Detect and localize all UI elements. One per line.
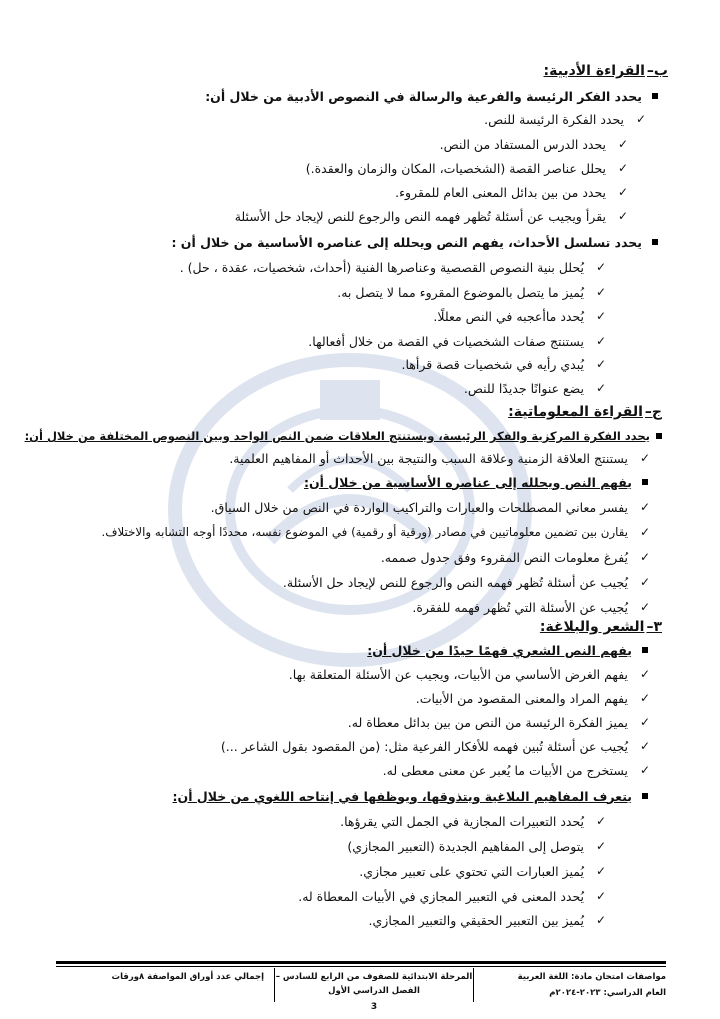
check-icon: ✓ — [595, 260, 607, 274]
check-icon: ✓ — [595, 381, 607, 395]
list-item — [40, 206, 630, 226]
check-icon: ✓ — [595, 334, 607, 348]
check-icon: ✓ — [617, 137, 629, 151]
list-item — [40, 134, 630, 154]
list-item-text: يضع عنوانًا جديدًا للنص. — [463, 380, 584, 396]
check-icon: ✓ — [617, 161, 629, 175]
list-item — [40, 378, 608, 398]
list-item — [40, 712, 652, 732]
list-item-text: يحدد الفكرة الرئيسة للنص. — [484, 111, 624, 127]
check-icon: ✓ — [639, 600, 651, 614]
list-item — [40, 547, 652, 567]
check-icon: ✓ — [595, 839, 607, 853]
check-icon: ✓ — [639, 691, 651, 705]
check-icon: ✓ — [639, 763, 651, 777]
list-item-text: يستخرج من الأبيات ما يُعبر عن معنى معطى له. — [382, 762, 628, 778]
page-number: 3 — [370, 1002, 378, 1012]
list-item — [40, 306, 608, 326]
objective-row — [40, 232, 658, 252]
list-item — [40, 861, 608, 881]
check-icon: ✓ — [639, 739, 651, 753]
objective-text: يحدد تسلسل الأحداث، يفهم النص ويحلله إلى عناصره الأساسية من خلال أن : — [171, 234, 642, 250]
square-bullet-icon — [642, 479, 648, 485]
footer-divider-thin — [56, 966, 666, 967]
list-item-text: يحدد من بين بدائل المعنى العام للمقروء. — [395, 184, 606, 200]
list-item-text: يميز الفكرة الرئيسة من النص من بين بدائل معطاة له. — [347, 714, 628, 730]
section-heading-literary — [544, 60, 668, 82]
check-icon: ✓ — [595, 309, 607, 323]
objective-row — [24, 426, 662, 446]
list-item-text: يُحدد ماأعجبه في النص معللًا. — [433, 308, 584, 324]
list-item — [40, 811, 608, 831]
list-item-text: يُبدي رأيه في شخصيات قصة قرأها. — [401, 356, 584, 372]
check-icon: ✓ — [639, 667, 651, 681]
check-icon: ✓ — [639, 715, 651, 729]
list-item — [40, 910, 608, 930]
list-item-text: يفهم الغرض الأساسي من الأبيات، ويجيب عن الأسئلة المتعلقة بها. — [288, 666, 628, 682]
section-prefix: ب– — [646, 63, 668, 79]
list-item-text: يُفرغ معلومات النص المقروء وفق جدول صممه. — [380, 549, 628, 565]
square-bullet-icon — [652, 93, 658, 99]
list-item — [40, 282, 608, 302]
list-item-text: يقارن بين تضمين معلوماتيين في مصادر (ورقية أو رقمية) في الموضوع نفسه، محددًا أوجه التشابه والاختلاف. — [101, 525, 628, 539]
list-item — [40, 354, 608, 374]
list-item-text: يُميز بين التعبير الحقيقي والتعبير المجازي. — [368, 912, 584, 928]
list-item-text: يُميز العبارات التي تحتوي على تعبير مجازي. — [359, 863, 584, 879]
objective-text: يحدد الفكرة المركزية والفكر الرئيسة، ويستنتج العلاقات ضمن النص الواحد وبين النصوص المختلفة من خلال أن: — [24, 429, 650, 443]
square-bullet-icon — [642, 793, 648, 799]
list-item-text: يفسر معاني المصطلحات والعبارات والتراكيب الواردة في النص من خلال السياق. — [210, 499, 628, 515]
footer-stage-info — [274, 968, 474, 1012]
check-icon: ✓ — [639, 550, 651, 564]
list-item — [40, 886, 608, 906]
list-item — [40, 257, 608, 277]
check-icon: ✓ — [595, 913, 607, 927]
objective-row — [40, 86, 658, 106]
list-item — [40, 572, 652, 592]
list-item-text: يحلل عناصر القصة (الشخصيات، المكان والزمان والعقدة.) — [305, 160, 606, 176]
list-item — [40, 688, 652, 708]
objective-row — [40, 640, 648, 660]
footer-stage: المرحلة الابتدائية للصفوف من الرابع للسادس – الفصل الدراسي الأول — [275, 972, 473, 996]
footer-pages-count: إجمالي عدد أوراق المواصفة ٨ورقات — [111, 972, 264, 982]
check-icon: ✓ — [595, 357, 607, 371]
footer-exam-info — [488, 968, 666, 1002]
list-item-text: يُجيب عن أسئلة تُبين فهمه للأفكار الفرعية مثل: (من المقصود بقول الشاعر ...) — [220, 738, 628, 754]
list-item-text: يستنتج العلاقة الزمنية وعلاقة السبب والنتيجة بين الأحداث أو المفاهيم العلمية. — [229, 450, 628, 466]
square-bullet-icon — [642, 647, 648, 653]
check-icon: ✓ — [639, 525, 651, 539]
objective-text: يحدد الفكر الرئيسة والفرعية والرسالة في النصوص الأدبية من خلال أن: — [205, 88, 642, 104]
list-item-text: يُحدد التعبيرات المجازية في الجمل التي يقرؤها. — [340, 813, 584, 829]
list-item-text: يتوصل إلى المفاهيم الجديدة (التعبير المجازي) — [347, 838, 584, 854]
list-item-text: يقرأ ويجيب عن أسئلة تُظهر فهمه النص والرجوع للنص لإيجاد حل الأسئلة — [234, 208, 606, 224]
section-title: القراءة المعلوماتية: — [508, 404, 643, 420]
check-icon: ✓ — [617, 209, 629, 223]
list-item — [40, 109, 648, 129]
check-icon: ✓ — [595, 814, 607, 828]
page-footer — [56, 968, 666, 1012]
list-item — [40, 836, 608, 856]
square-bullet-icon — [652, 239, 658, 245]
check-icon: ✓ — [639, 575, 651, 589]
section-prefix: ج– — [644, 404, 662, 420]
list-item-text: يفهم المراد والمعنى المقصود من الأبيات. — [415, 690, 628, 706]
footer-pages-info — [56, 968, 264, 1002]
check-icon: ✓ — [617, 185, 629, 199]
section-title: القراءة الأدبية: — [543, 63, 645, 79]
list-item-text: يستنتج صفات الشخصيات في القصة من خلال أفعالها. — [308, 333, 584, 349]
check-icon: ✓ — [639, 500, 651, 514]
section-title: الشعر والبلاغة: — [539, 619, 645, 635]
list-item — [40, 497, 652, 517]
list-item — [40, 522, 652, 542]
section-heading-informational — [508, 401, 662, 423]
list-item — [40, 664, 652, 684]
section-heading-poetry — [540, 616, 662, 638]
list-item — [40, 182, 630, 202]
list-item-text: يُحدد المعنى في التعبير المجازي في الأبيات المعطاة له. — [298, 888, 584, 904]
check-icon: ✓ — [595, 285, 607, 299]
check-icon: ✓ — [595, 889, 607, 903]
objective-text: يتعرف المفاهيم البلاغية ويتذوقها، ويوظفها في إنتاجه اللغوي من خلال أن: — [172, 788, 632, 804]
square-bullet-icon — [656, 433, 662, 439]
list-item — [40, 760, 652, 780]
list-item — [40, 158, 630, 178]
list-item — [40, 597, 652, 617]
list-item-text: يحدد الدرس المستفاد من النص. — [439, 136, 606, 152]
footer-year: العام الدراسي: ٢٠٢٣-٢٠٢٤م — [549, 988, 666, 998]
check-icon: ✓ — [639, 451, 651, 465]
check-icon: ✓ — [635, 112, 647, 126]
list-item-text: يُجيب عن الأسئلة التي تُظهر فهمه للفقرة. — [412, 599, 628, 615]
footer-divider — [56, 961, 666, 964]
check-icon: ✓ — [595, 864, 607, 878]
objective-row — [40, 786, 648, 806]
list-item — [40, 736, 652, 756]
list-item — [40, 331, 608, 351]
list-item — [40, 448, 652, 468]
list-item-text: يُجيب عن أسئلة تُظهر فهمه النص والرجوع للنص لإيجاد حل الأسئلة. — [282, 574, 628, 590]
objective-text: يفهم النص الشعري فهمًا جيدًا من خلال أن: — [367, 642, 632, 658]
list-item-text: يُحلل بنية النصوص القصصية وعناصرها الفنية (أحداث، شخصيات، عقدة ، حل) . — [179, 259, 584, 275]
objective-row — [40, 472, 648, 492]
section-prefix: ٣– — [646, 619, 662, 635]
objective-text: يفهم النص ويحلله إلى عناصره الأساسية من خلال أن: — [304, 474, 632, 490]
footer-subject: مواصفات امتحان مادة: اللغة العربية — [517, 972, 666, 982]
list-item-text: يُميز ما يتصل بالموضوع المقروء مما لا يتصل به. — [337, 284, 584, 300]
